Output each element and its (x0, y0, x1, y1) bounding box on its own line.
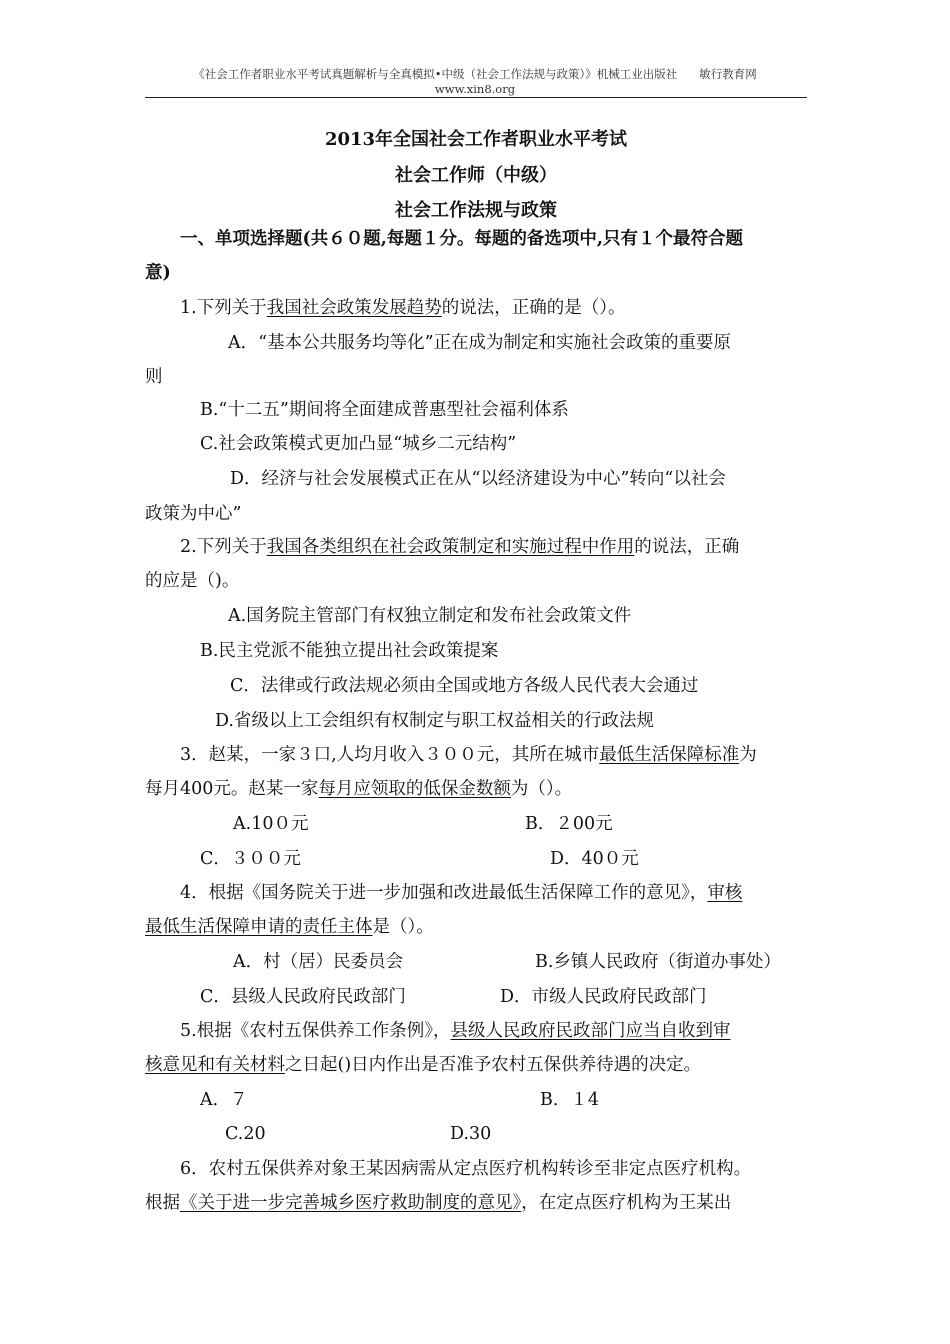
section-heading-line2: 意) (145, 263, 171, 283)
q1-option-b: B.“十二五”期间将全面建成普惠型社会福利体系 (200, 400, 569, 420)
q3-option-c: C．３００元 (200, 849, 301, 869)
header-book-title: 《社会工作者职业水平考试真题解析与全真模拟•中级（社会工作法规与政策）》机械工业出版社 (193, 67, 678, 81)
question-4-stem (180, 881, 742, 905)
level-title: 社会工作师（中级） (395, 165, 557, 186)
q5-option-c: C.20 (225, 1124, 266, 1144)
header-url: www.xin8.org (434, 82, 516, 96)
subject-title: 社会工作法规与政策 (395, 200, 557, 221)
q5-option-b: B．１4 (540, 1090, 599, 1110)
q6-pre: 根据 (145, 1193, 180, 1213)
q3-underlined-2: 每月应领取的低保金数额 (318, 779, 511, 799)
exam-title: 2013年全国社会工作者职业水平考试 (324, 129, 628, 150)
q4-option-c: C．县级人民政府民政部门 (200, 987, 406, 1007)
q2-option-b: B.民主党派不能独立提出社会政策提案 (200, 641, 499, 661)
q4-underlined-2: 最低生活保障申请的责任主体 (145, 917, 373, 937)
question-5-stem (180, 1019, 730, 1043)
q5-option-d: D.30 (450, 1124, 492, 1144)
q5-pre: 5.根据《农村五保供养工作条例》， (180, 1021, 451, 1041)
question-5-stem-line2 (145, 1053, 701, 1077)
q3-pre-2: 每月400元。赵某一家 (145, 779, 319, 799)
q4-option-b: B.乡镇人民政府（街道办事处） (535, 952, 781, 972)
q3-post-2: 为（）。 (510, 779, 573, 799)
question-3-stem (180, 743, 757, 767)
question-3-stem-line2 (145, 777, 572, 801)
question-2-stem (180, 535, 739, 559)
question-6-stem-line2 (145, 1191, 731, 1215)
header-network: 敏行教育网 (699, 67, 757, 81)
q2-option-c: C．法律或行政法规必须由全国或地方各级人民代表大会通过 (230, 676, 699, 696)
question-6-stem: 6．农村五保供养对象王某因病需从定点医疗机构转诊至非定点医疗机构。 (180, 1159, 752, 1179)
q5-underlined-1: 县级人民政府民政部门应当自收到审 (450, 1021, 731, 1041)
q6-post: ，在定点医疗机构为王某出 (521, 1193, 732, 1213)
q2-post: 的说法，正确 (634, 537, 740, 557)
q4-option-d: D．市级人民政府民政部门 (500, 987, 707, 1007)
q3-option-a: A.10０元 (233, 814, 309, 834)
q1-post: 的说法，正确的是（）。 (441, 298, 626, 318)
q4-post: 是（）。 (372, 917, 434, 937)
q2-option-a: A.国务院主管部门有权独立制定和发布社会政策文件 (228, 606, 632, 626)
q5-underlined-2: 核意见和有关材料 (145, 1055, 285, 1075)
q2-option-d: D.省级以上工会组织有权制定与职工权益相关的行政法规 (215, 711, 654, 731)
q6-underlined: 《关于进一步完善城乡医疗救助制度的意见》 (180, 1193, 522, 1213)
q3-post-1: 为 (739, 745, 757, 765)
q2-pre: 2.下列关于 (180, 537, 267, 557)
q2-underlined: 我国各类组织在社会政策制定和实施过程中作用 (266, 537, 635, 557)
q1-option-d-line1: D．经济与社会发展模式正在从“以经济建设为中心”转向“以社会 (230, 469, 726, 489)
q1-option-a-line1: A．“基本公共服务均等化”正在成为制定和实施社会政策的重要原 (228, 333, 732, 353)
question-1-stem (180, 296, 625, 320)
q4-option-a: A．村（居）民委员会 (233, 952, 404, 972)
q4-underlined-1: 审核 (707, 883, 743, 903)
q3-pre: 3．赵某，一家３口,人均月收入３００元，其所在城市 (180, 745, 600, 765)
q5-post: 之日起()日内作出是否准予农村五保供养待遇的决定。 (285, 1055, 702, 1075)
q5-option-a: A．７ (200, 1090, 248, 1110)
header-rule (145, 97, 807, 98)
section-heading-line1: 一、单项选择题(共６０题,每题１分。每题的备选项中,只有１个最符合题 (180, 229, 743, 249)
q1-option-a-line2: 则 (145, 367, 163, 387)
q1-pre: 1.下列关于 (180, 298, 267, 318)
q3-option-d: D．40０元 (550, 849, 639, 869)
q3-underlined-1: 最低生活保障标准 (599, 745, 740, 765)
q4-pre: 4．根据《国务院关于进一步加强和改进最低生活保障工作的意见》， (180, 883, 708, 903)
question-4-stem-line2 (145, 915, 434, 939)
q1-option-c: C.社会政策模式更加凸显“城乡二元结构” (200, 434, 517, 454)
running-header (145, 66, 805, 82)
q1-option-d-line2: 政策为中心” (145, 504, 242, 524)
question-2-stem-line2: 的应是（)。 (145, 571, 240, 591)
q3-option-b: B．２00元 (525, 814, 613, 834)
q1-underlined: 我国社会政策发展趋势 (266, 298, 442, 318)
